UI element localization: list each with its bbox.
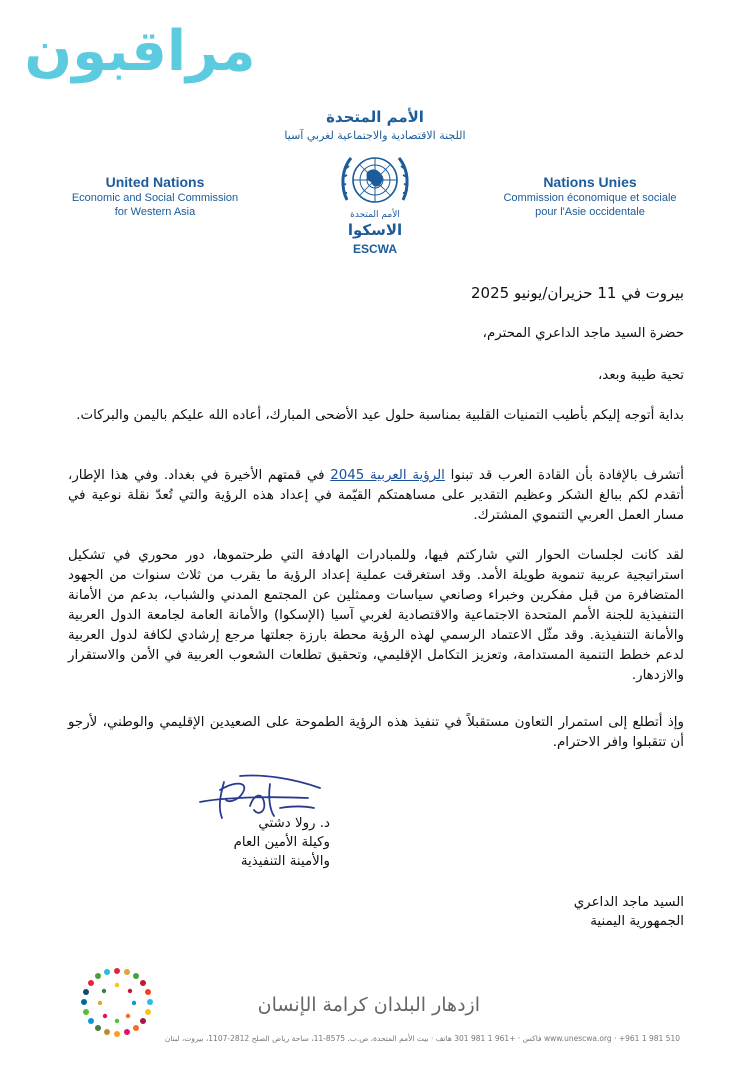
un-arabic-title: الأمم المتحدة (326, 108, 424, 126)
signatory-title-2: والأمينة التنفيذية (240, 854, 330, 869)
paragraph-2 (68, 466, 684, 526)
signatory-title-1: وكيلة الأمين العام (233, 835, 330, 850)
paragraph-1: بداية أتوجه إليكم بأطيب التمنيات القلبية بمناسبة حلول عيد الأضحى المبارك، أعاده الله عليكم باليمن والبركات. (76, 408, 684, 423)
english-org-line-1: Economic and Social Commission (71, 192, 239, 204)
english-org-line-2: for Western Asia (114, 206, 196, 218)
signature-block (170, 814, 330, 871)
recipient-name: السيد ماجد الداعري (573, 895, 684, 910)
escwa-english-name: ESCWA (352, 242, 397, 256)
letter-date: بيروت في 11 حزيران/يونيو 2025 (471, 284, 684, 302)
letter-greeting: تحية طيبة وبعد، (597, 368, 684, 383)
sdg-wheel-logo-icon (72, 963, 162, 1043)
english-org-block (55, 174, 255, 219)
watermark-logo: مراقبون (24, 19, 256, 84)
recipient-block (440, 893, 684, 931)
french-org-block (490, 174, 690, 219)
letter-addressee: حضرة السيد ماجد الداعري المحترم، (482, 326, 684, 341)
paragraph-2-start: أتشرف بالإفادة بأن القادة العرب قد تبنوا (444, 468, 684, 483)
recipient-country: الجمهورية اليمنية (590, 914, 684, 929)
un-emblem-icon (337, 148, 413, 218)
escwa-arabic-name: الاسكوا (347, 221, 403, 239)
escwa-arabic-subtitle: اللجنة الاقتصادية والاجتماعية لغربي آسيا (284, 129, 466, 142)
footer-contact-info: www.unescwa.org · +961 1 981 510 فاكس · +961 1 981 301 هاتف · بيت الأمم المتحدة، ص.ب. 8575-11، ساحة رياض الصلح 2812-1107، بيروت، لبنان (164, 1034, 680, 1043)
arab-vision-2045-link[interactable]: الرؤية العربية 2045 (330, 468, 445, 483)
footer-slogan: ازدهار البلدان كرامة الإنسان (257, 994, 480, 1016)
escwa-arabic-small-label: الأمم المتحدة (350, 210, 400, 220)
french-org-line-2: pour l'Asie occidentale (535, 206, 645, 218)
signatory-name: د. رولا دشتي (258, 816, 330, 831)
paragraph-3: لقد كانت لجلسات الحوار التي شاركتم فيها، وللمبادرات الهادفة التي طرحتموها، دور محوري في تشكيل استراتيجية عربية تنموية طويلة الأمد. وقد استغرقت عملية إعداد الرؤية ما يقرب من ثلاث سنوات من الجهود المتضافرة من قبل مفكرين وخبراء وصانعي سياسات وممثلين عن المجتمع المدني والشباب، بدعم من الأمانة التنفيذية للجنة الأمم المتحدة الاجتماعية والاقتصادية لغربي آسيا (الإسكوا) والأمانة العامة لجامعة الدول العربية والأمانة التنفيذية. وقد مثّل الاعتماد الرسمي لهذه الرؤية محطة بارزة جعلتها مرجع إرشادي لكافة لدول العربية لدعم خطط التنمية المستدامة، وتعزيز التكامل الإقليمي، وتحقيق تطلعات الشعوب العربية في الأمن والاستقرار والازدهار. (68, 548, 684, 683)
french-org-name: Nations Unies (543, 174, 637, 190)
english-org-name: United Nations (105, 174, 205, 190)
french-org-line-1: Commission économique et sociale (503, 192, 677, 204)
paragraph-4: وإذ أتطلع إلى استمرار التعاون مستقبلاً في تنفيذ هذه الرؤية الطموحة على الصعيدين الإقليمي والوطني، لأرجو أن تتقبلوا وافر الاحترام. (68, 715, 684, 750)
paragraph-2-end: في قمتهم الأخيرة في بغداد. وفي هذا الإطار، أتقدم لكم ببالغ الشكر وعظيم التقدير على مساهمتكم القيّمة في إعداد هذه الرؤية والتي تُعدّ نقلة نوعية في مسار العمل العربي التنموي المشترك. (68, 468, 684, 523)
